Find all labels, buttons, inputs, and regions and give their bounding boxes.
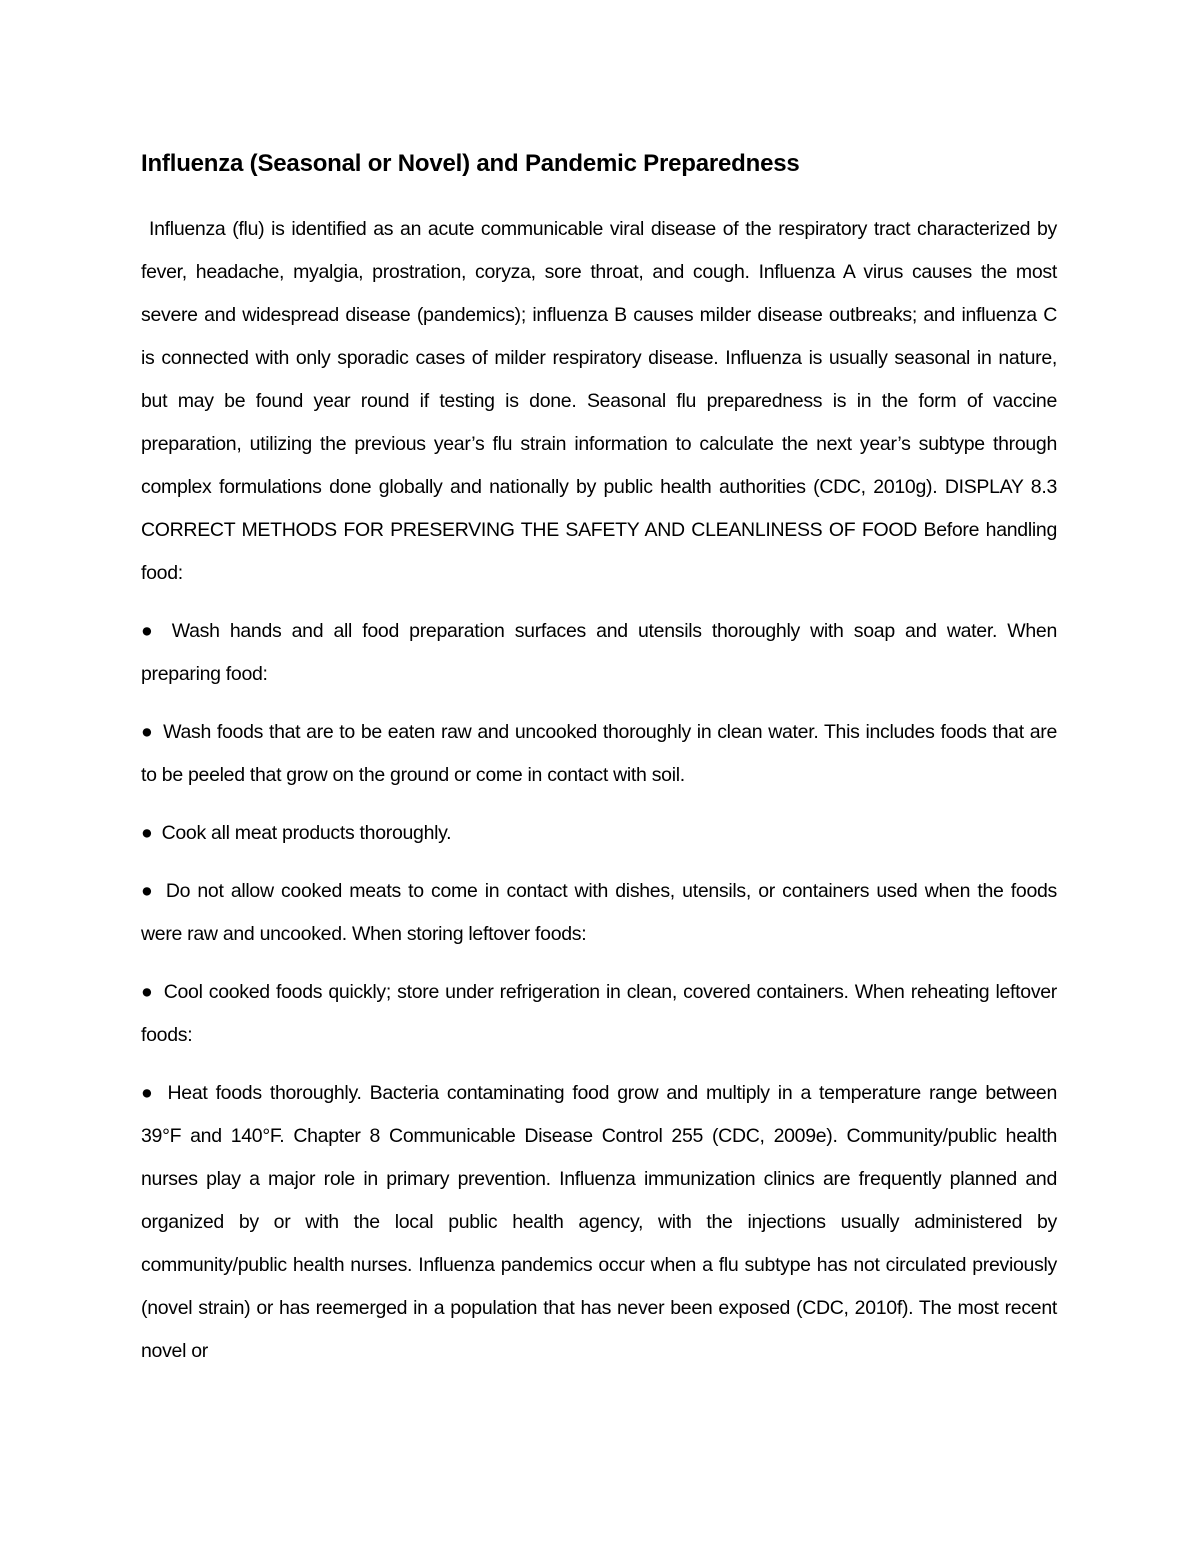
bullet-paragraph-heat-foods <box>141 1072 1057 1373</box>
bullet-paragraph-cook-meat <box>141 812 1057 855</box>
bullet-text: Cool cooked foods quickly; store under refrigeration in clean, covered containers. When reheating leftover foods: <box>141 981 1058 1046</box>
intro-paragraph: Influenza (flu) is identified as an acute communicable viral disease of the respiratory tract characterized by fever, headache, myalgia, prostration, coryza, sore throat, and cough. Influenza A virus causes the most severe and widespread disease (pandemics); influenza B causes milder disease outbreaks; and influenza C is connected with only sporadic cases of milder respiratory disease. Influenza is usually seasonal in nature, but may be found year round if testing is done. Seasonal flu preparedness is in the form of vaccine preparation, utilizing the previous year’s flu strain information to calculate the next year’s subtype through complex formulations done globally and nationally by public health authorities (CDC, 2010g). DISPLAY 8.3 CORRECT METHODS FOR PRESERVING THE SAFETY AND CLEANLINESS OF FOOD Before handling food: <box>141 218 1057 584</box>
bullet-text: Do not allow cooked meats to come in contact with dishes, utensils, or containers used when the foods were raw and uncooked. When storing leftover foods: <box>141 880 1057 945</box>
bullet-icon: ● <box>141 1082 156 1104</box>
bullet-paragraph-wash-hands <box>141 610 1057 696</box>
bullet-paragraph-wash-foods <box>141 711 1057 797</box>
bullet-text: Wash foods that are to be eaten raw and uncooked thoroughly in clean water. This includes foods that are to be peeled that grow on the ground or come in contact with soil. <box>141 721 1057 786</box>
document-body <box>141 144 1057 1373</box>
bullet-text: Wash hands and all food preparation surfaces and utensils thoroughly with soap and water. When preparing food: <box>141 620 1057 685</box>
bullet-icon: ● <box>141 880 155 902</box>
bullet-icon: ● <box>141 721 154 743</box>
bullet-icon: ● <box>141 822 153 844</box>
page-title: Influenza (Seasonal or Novel) and Pandemic Preparedness <box>141 150 800 177</box>
bullet-text: Cook all meat products thoroughly. <box>161 822 452 844</box>
bullet-paragraph-cool-foods <box>141 971 1057 1057</box>
bullet-paragraph-cooked-meats <box>141 870 1057 956</box>
bullet-icon: ● <box>141 620 158 642</box>
bullet-text: Heat foods thoroughly. Bacteria contaminating food grow and multiply in a temperature range between 39°F and 140°F. Chapter 8 Communicable Disease Control 255 (CDC, 2009e). Community/public health nurses play a major role in primary prevention. Influenza immunization clinics are frequently planned and organized by or with the local public health agency, with the injections usually administered by community/public health nurses. Influenza pandemics occur when a flu subtype has not circulated previously (novel strain) or has reemerged in a population that has never been exposed (CDC, 2010f). The most recent novel or <box>141 1082 1058 1362</box>
bullet-icon: ● <box>141 981 154 1003</box>
